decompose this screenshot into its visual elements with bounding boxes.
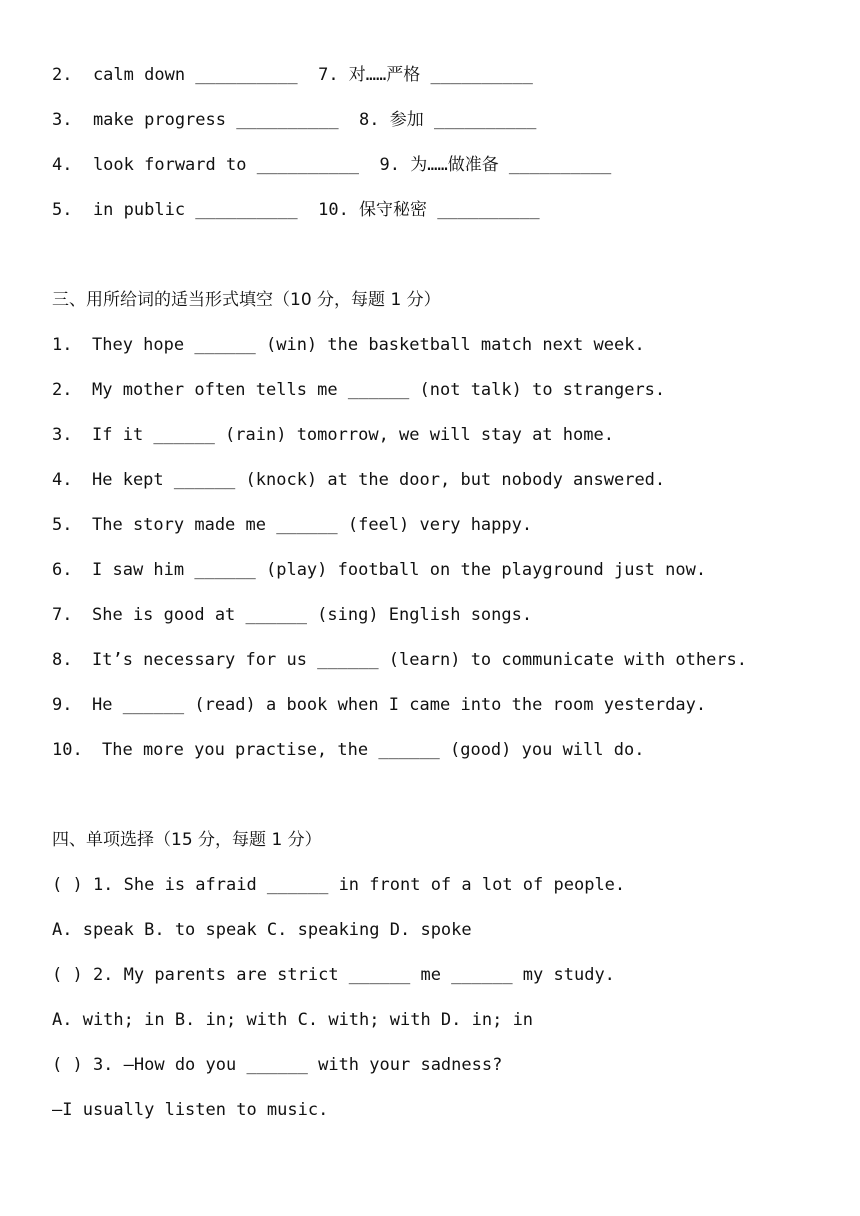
fill-item-5	[52, 513, 532, 537]
item-text: The more you practise, the ______ (good) you will do.	[102, 740, 645, 760]
item-text: They hope ______ (win) the basketball match next week.	[92, 335, 645, 355]
item-text: It’s necessary for us ______ (learn) to communicate with others.	[92, 650, 748, 670]
fill-item-8	[52, 648, 747, 672]
item-number: 6.	[52, 560, 73, 580]
section-3-heading: 三、用所给词的适当形式填空（10 分，每题 1 分）	[52, 290, 441, 310]
choice-dialogue-3: —I usually listen to music.	[52, 1100, 329, 1120]
choice-options-1: A. speak B. to speak C. speaking D. spoke	[52, 920, 472, 940]
item-number: 4.	[52, 470, 73, 490]
item-text: My mother often tells me ______ (not talk) to strangers.	[92, 380, 666, 400]
item-number: 10.	[52, 740, 83, 760]
fill-item-6	[52, 558, 706, 582]
vocab-row-5: 5. in public __________ 10. 保守秘密 __________	[52, 200, 540, 220]
choice-question-2: ( ) 2. My parents are strict ______ me ______ my study.	[52, 965, 615, 985]
vocab-row-2: 2. calm down __________ 7. 对……严格 __________	[52, 65, 533, 85]
item-number: 8.	[52, 650, 73, 670]
vocab-row-4: 4. look forward to __________ 9. 为……做准备 __________	[52, 155, 612, 175]
item-text: The story made me ______ (feel) very happy.	[92, 515, 533, 535]
item-text: She is good at ______ (sing) English songs.	[92, 605, 533, 625]
item-number: 3.	[52, 425, 73, 445]
choice-question-1: ( ) 1. She is afraid ______ in front of a lot of people.	[52, 875, 626, 895]
fill-item-3	[52, 423, 614, 447]
fill-item-1	[52, 333, 645, 357]
fill-item-4	[52, 468, 665, 492]
fill-item-2	[52, 378, 665, 402]
section-4-heading: 四、单项选择（15 分，每题 1 分）	[52, 830, 322, 850]
item-number: 1.	[52, 335, 73, 355]
fill-item-7	[52, 603, 532, 627]
item-number: 7.	[52, 605, 73, 625]
choice-options-2: A. with; in B. in; with C. with; with D. in; in	[52, 1010, 534, 1030]
item-number: 5.	[52, 515, 73, 535]
item-text: He ______ (read) a book when I came into the room yesterday.	[92, 695, 707, 715]
item-text: I saw him ______ (play) football on the playground just now.	[92, 560, 707, 580]
item-number: 2.	[52, 380, 73, 400]
item-number: 9.	[52, 695, 73, 715]
fill-item-9	[52, 693, 706, 717]
choice-question-3: ( ) 3. —How do you ______ with your sadness?	[52, 1055, 503, 1075]
item-text: He kept ______ (knock) at the door, but nobody answered.	[92, 470, 666, 490]
fill-item-10	[52, 738, 644, 762]
vocab-row-3: 3. make progress __________ 8. 参加 __________	[52, 110, 537, 130]
item-text: If it ______ (rain) tomorrow, we will stay at home.	[92, 425, 614, 445]
